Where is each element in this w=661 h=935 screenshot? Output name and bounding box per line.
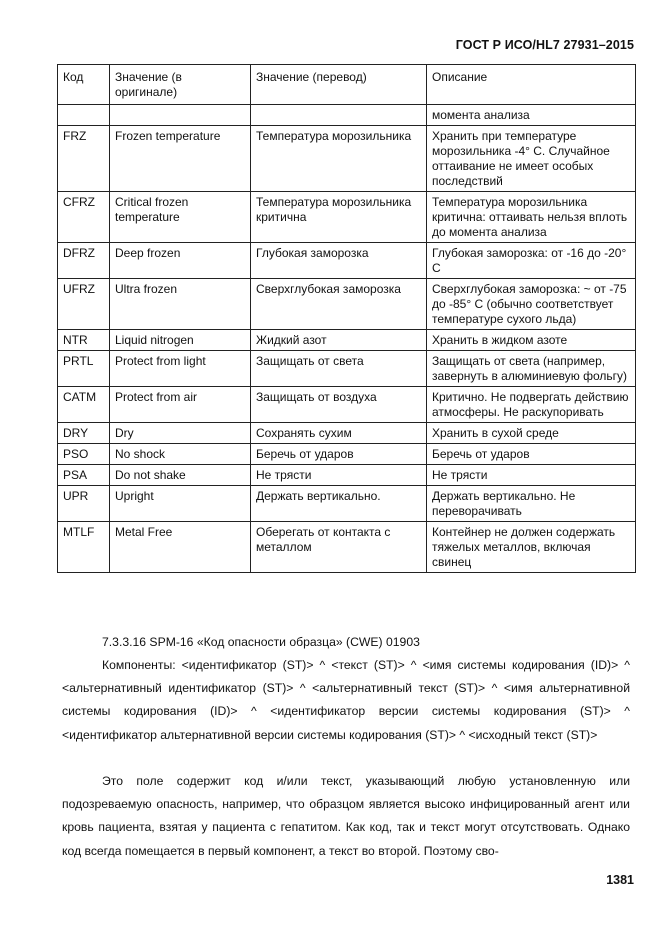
table-row [58, 522, 636, 573]
cell-code [58, 105, 110, 126]
cell-original: Deep frozen [110, 243, 251, 279]
document-header: ГОСТ Р ИСО/HL7 27931–2015 [455, 38, 634, 52]
cell-original: Upright [110, 486, 251, 522]
cell-translation: Температура морозильника [251, 126, 427, 192]
table-row [58, 105, 636, 126]
cell-description: Критично. Не подвергать действию атмосферы. Не раскупоривать [427, 387, 636, 423]
cell-code: MTLF [58, 522, 110, 573]
cell-translation: Защищать от воздуха [251, 387, 427, 423]
column-header-translation: Значение (перевод) [251, 65, 427, 105]
cell-original: Frozen temperature [110, 126, 251, 192]
cell-description: Контейнер не должен содержать тяжелых металлов, включая свинец [427, 522, 636, 573]
table-row [58, 279, 636, 330]
cell-description: Сверхглубокая заморозка: ~ от -75 до -85° С (обычно соответствует температуре сухого льда) [427, 279, 636, 330]
cell-code: UPR [58, 486, 110, 522]
table-row [58, 351, 636, 387]
table-row [58, 126, 636, 192]
code-table [57, 64, 636, 573]
cell-translation: Беречь от ударов [251, 444, 427, 465]
cell-code: PRTL [58, 351, 110, 387]
column-header-original: Значение (в оригинале) [110, 65, 251, 105]
components-paragraph: Компоненты: <идентификатор (ST)> ^ <текст (ST)> ^ <имя системы кодирования (ID)> ^ <альтернативный идентификатор (ST)> ^ <альтернативный текст (ST)> ^ <имя альтернативной системы кодирования (ID)> ^ <идентификатор версии системы кодирования (ST)> ^ <идентификатор альтернативной версии системы кодирования (ST)> ^ <исходный текст (ST)> [62, 658, 630, 742]
cell-translation: Глубокая заморозка [251, 243, 427, 279]
table-row [58, 387, 636, 423]
cell-description: Глубокая заморозка: от -16 до -20° С [427, 243, 636, 279]
table-row [58, 330, 636, 351]
cell-translation: Защищать от света [251, 351, 427, 387]
table-row [58, 486, 636, 522]
cell-original: Protect from air [110, 387, 251, 423]
cell-description: момента анализа [427, 105, 636, 126]
table-row [58, 465, 636, 486]
table-row [58, 423, 636, 444]
cell-code: PSO [58, 444, 110, 465]
cell-translation: Не трясти [251, 465, 427, 486]
cell-original: Metal Free [110, 522, 251, 573]
cell-original: Do not shake [110, 465, 251, 486]
column-header-description: Описание [427, 65, 636, 105]
cell-code: PSA [58, 465, 110, 486]
cell-translation [251, 105, 427, 126]
cell-code: DRY [58, 423, 110, 444]
cell-description: Температура морозильника критична: оттаивать нельзя вплоть до момента анализа [427, 192, 636, 243]
cell-code: NTR [58, 330, 110, 351]
description-paragraph: Это поле содержит код и/или текст, указывающий любую установленную или подозреваемую опасность, например, что образцом является высоко инфицированный агент или кровь пациента, взятая у пациента с гепатитом. Как код, так и текст могут отсутствовать. Однако код всегда помещается в первый компонент, а текст во второй. Поэтому сво- [62, 774, 630, 858]
cell-code: DFRZ [58, 243, 110, 279]
table-row [58, 192, 636, 243]
cell-translation: Сохранять сухим [251, 423, 427, 444]
cell-original: Ultra frozen [110, 279, 251, 330]
cell-original: No shock [110, 444, 251, 465]
cell-description: Защищать от света (например, завернуть в алюминиевую фольгу) [427, 351, 636, 387]
cell-original [110, 105, 251, 126]
cell-description: Хранить при температуре морозильника -4° С. Случайное оттаивание не имеет особых последствий [427, 126, 636, 192]
cell-code: CATM [58, 387, 110, 423]
cell-translation: Температура морозильника критична [251, 192, 427, 243]
cell-translation: Жидкий азот [251, 330, 427, 351]
cell-code: CFRZ [58, 192, 110, 243]
cell-code: FRZ [58, 126, 110, 192]
cell-description: Хранить в жидком азоте [427, 330, 636, 351]
table-header-row [58, 65, 636, 105]
table-row [58, 243, 636, 279]
cell-translation: Держать вертикально. [251, 486, 427, 522]
cell-code: UFRZ [58, 279, 110, 330]
table-row [58, 444, 636, 465]
cell-original: Liquid nitrogen [110, 330, 251, 351]
cell-original: Protect from light [110, 351, 251, 387]
page-number: 1381 [606, 873, 634, 887]
cell-description: Держать вертикально. Не переворачивать [427, 486, 636, 522]
cell-original: Critical frozen temperature [110, 192, 251, 243]
cell-description: Не трясти [427, 465, 636, 486]
cell-description: Беречь от ударов [427, 444, 636, 465]
cell-translation: Оберегать от контакта с металлом [251, 522, 427, 573]
section-heading: 7.3.3.16 SPM-16 «Код опасности образца» (CWE) 01903 [102, 635, 420, 649]
cell-description: Хранить в сухой среде [427, 423, 636, 444]
column-header-code: Код [58, 65, 110, 105]
cell-translation: Сверхглубокая заморозка [251, 279, 427, 330]
cell-original: Dry [110, 423, 251, 444]
